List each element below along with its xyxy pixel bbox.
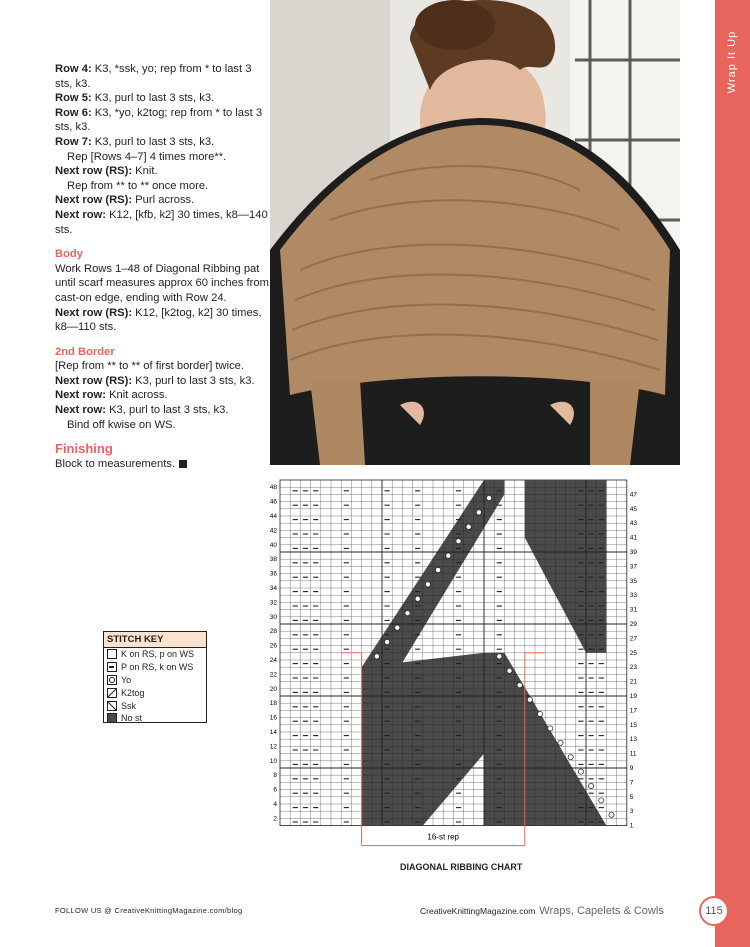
stitch-key-item <box>104 686 206 699</box>
right-row-number: 23 <box>629 664 638 672</box>
k2tog-symbol-icon <box>107 688 117 698</box>
instruction-line: Row 6: K3, *yo, k2tog; rep from * to last 3 sts, k3. <box>55 106 263 134</box>
instruction-line: Row 4: K3, *ssk, yo; rep from * to last 3 sts, k3. <box>55 63 252 90</box>
border-instruction-line: [Rep from ** to ** of first border] twice. <box>55 360 245 373</box>
left-row-number: 4 <box>273 801 277 808</box>
stitch-key-item <box>104 674 206 687</box>
left-row-number: 22 <box>269 671 277 679</box>
yarn-over <box>466 524 471 529</box>
yarn-over <box>527 697 532 702</box>
right-row-number: 17 <box>629 707 638 715</box>
stitch-key-label: P on RS, k on WS <box>121 662 194 673</box>
nost-symbol-icon <box>107 713 117 723</box>
body-instruction-line: Work Rows 1–48 of Diagonal Ribbing pat until scarf measures approx 60 inches from cast-on edge, ending with Row 24. <box>55 262 269 304</box>
stitch-key-item <box>104 699 206 712</box>
left-row-number: 48 <box>269 484 277 492</box>
right-row-number: 37 <box>629 563 638 571</box>
right-row-number: 43 <box>629 520 638 528</box>
right-row-number: 21 <box>629 678 638 686</box>
left-row-number: 8 <box>273 772 277 780</box>
right-row-number: 31 <box>629 606 638 614</box>
left-row-number: 14 <box>269 729 277 736</box>
yarn-over <box>507 668 512 673</box>
stitch-key-title: STITCH KEY <box>104 632 206 648</box>
left-row-number: 10 <box>269 757 277 765</box>
right-row-number: 15 <box>629 721 638 729</box>
right-row-number: 5 <box>629 793 634 801</box>
left-row-number: 28 <box>269 628 277 636</box>
yarn-over <box>446 553 451 558</box>
yarn-over <box>487 495 492 500</box>
left-row-number: 30 <box>269 613 277 621</box>
footer-book-title: Wraps, Capelets & Cowls <box>539 905 664 917</box>
left-row-number: 26 <box>269 642 277 650</box>
left-row-number: 20 <box>269 685 277 693</box>
finishing-text: Block to measurements. <box>55 457 270 472</box>
border-instruction-line: Next row: Knit across. <box>55 389 168 402</box>
instruction-line: Rep from ** to ** once more. <box>67 179 209 192</box>
body-instruction-line: Next row (RS): K12, [k2tog, k2] 30 times, k8—110 sts. <box>55 306 262 334</box>
yarn-over <box>548 726 553 731</box>
right-row-number: 27 <box>629 635 638 643</box>
right-row-number: 47 <box>629 491 638 499</box>
side-accent-band <box>715 0 750 947</box>
right-row-number: 19 <box>629 693 638 700</box>
finishing-heading: Finishing <box>55 441 113 457</box>
stitch-key-label: Ssk <box>121 700 137 711</box>
body-instructions <box>55 262 270 335</box>
section-tab: Wrap It Up <box>726 30 738 94</box>
yarn-over <box>599 798 604 803</box>
instruction-line: Rep [Rows 4–7] 4 times more**. <box>67 150 227 163</box>
left-row-number: 34 <box>269 585 277 592</box>
repeat-label: 16-st rep <box>427 832 459 842</box>
right-row-number: 29 <box>629 621 638 628</box>
stitch-key-label: K on RS, p on WS <box>121 649 195 660</box>
shawl-photo <box>270 0 680 465</box>
ssk-symbol-icon <box>107 701 117 711</box>
yo-symbol-icon <box>107 675 117 685</box>
stitch-key-label: No st <box>121 713 143 724</box>
yarn-over <box>476 510 481 515</box>
instruction-line: Next row (RS): Knit. <box>55 165 158 178</box>
left-row-number: 46 <box>269 498 277 506</box>
yarn-over <box>405 611 410 616</box>
yarn-over <box>456 539 461 544</box>
yarn-over <box>497 654 502 659</box>
yarn-over <box>415 596 420 601</box>
right-row-number: 13 <box>629 736 638 744</box>
yarn-over <box>425 582 430 587</box>
left-row-number: 12 <box>269 743 277 751</box>
stitch-key <box>103 631 207 723</box>
left-row-number: 32 <box>269 599 277 607</box>
yarn-over <box>395 625 400 630</box>
instruction-line: Row 7: K3, purl to last 3 sts, k3. <box>55 135 215 148</box>
instruction-line: Row 5: K3, purl to last 3 sts, k3. <box>55 92 215 105</box>
purl-symbol-icon <box>107 662 117 672</box>
left-row-number: 44 <box>269 513 277 520</box>
pattern-text-column <box>55 62 270 471</box>
yarn-over <box>374 654 379 659</box>
diagonal-ribbing-chart <box>262 476 692 856</box>
page-number: 115 <box>699 896 729 926</box>
left-row-number: 42 <box>269 527 277 535</box>
border-instruction-line: Next row: K3, purl to last 3 sts, k3. <box>55 404 229 417</box>
left-row-number: 16 <box>269 714 277 722</box>
right-row-number: 41 <box>629 534 638 542</box>
yarn-over <box>578 769 583 774</box>
yarn-over <box>558 740 563 745</box>
instruction-list <box>55 62 270 237</box>
right-row-number: 25 <box>629 649 638 657</box>
right-row-number: 33 <box>629 592 638 600</box>
left-row-number: 24 <box>269 657 277 664</box>
stitch-key-label: Yo <box>121 674 132 685</box>
yarn-over <box>385 639 390 644</box>
yarn-over <box>436 567 441 572</box>
left-row-number: 6 <box>273 786 277 794</box>
second-border-instructions <box>55 359 270 432</box>
left-row-number: 18 <box>269 700 277 708</box>
footer-site: CreativeKnittingMagazine.com Wraps, Capelets & Cowls <box>420 905 664 917</box>
right-row-number: 11 <box>629 750 637 758</box>
left-row-number: 38 <box>269 556 277 564</box>
second-border-heading: 2nd Border <box>55 345 115 358</box>
instruction-line: Next row (RS): Purl across. <box>55 194 195 207</box>
right-row-number: 7 <box>629 779 634 787</box>
yarn-over <box>568 755 573 760</box>
footer-follow-us: FOLLOW US @ CreativeKnittingMagazine.com/blog <box>55 906 243 915</box>
right-row-number: 9 <box>629 765 634 772</box>
yarn-over <box>589 783 594 788</box>
left-row-number: 36 <box>269 570 277 578</box>
stitch-key-label: K2tog <box>121 687 145 698</box>
stitch-key-item <box>104 661 206 674</box>
stitch-key-item <box>104 648 206 661</box>
yarn-over <box>538 711 543 716</box>
knit-symbol-icon <box>107 649 117 659</box>
yarn-over <box>517 683 522 688</box>
right-row-number: 1 <box>629 822 634 830</box>
right-row-number: 45 <box>629 505 638 513</box>
body-heading: Body <box>55 248 83 261</box>
border-instruction-line: Bind off kwise on WS. <box>67 418 176 431</box>
left-row-number: 40 <box>269 541 277 549</box>
end-mark-icon <box>179 460 187 468</box>
stitch-key-item <box>104 712 206 725</box>
chart-title: DIAGONAL RIBBING CHART <box>400 862 523 872</box>
right-row-number: 35 <box>629 577 638 585</box>
border-instruction-line: Next row (RS): K3, purl to last 3 sts, k3. <box>55 374 255 387</box>
instruction-line: Next row: K12, [kfb, k2] 30 times, k8—140 sts. <box>55 208 268 236</box>
left-row-number: 2 <box>273 815 277 823</box>
yarn-over <box>609 812 614 817</box>
right-row-number: 39 <box>629 549 638 556</box>
right-row-number: 3 <box>629 808 634 816</box>
